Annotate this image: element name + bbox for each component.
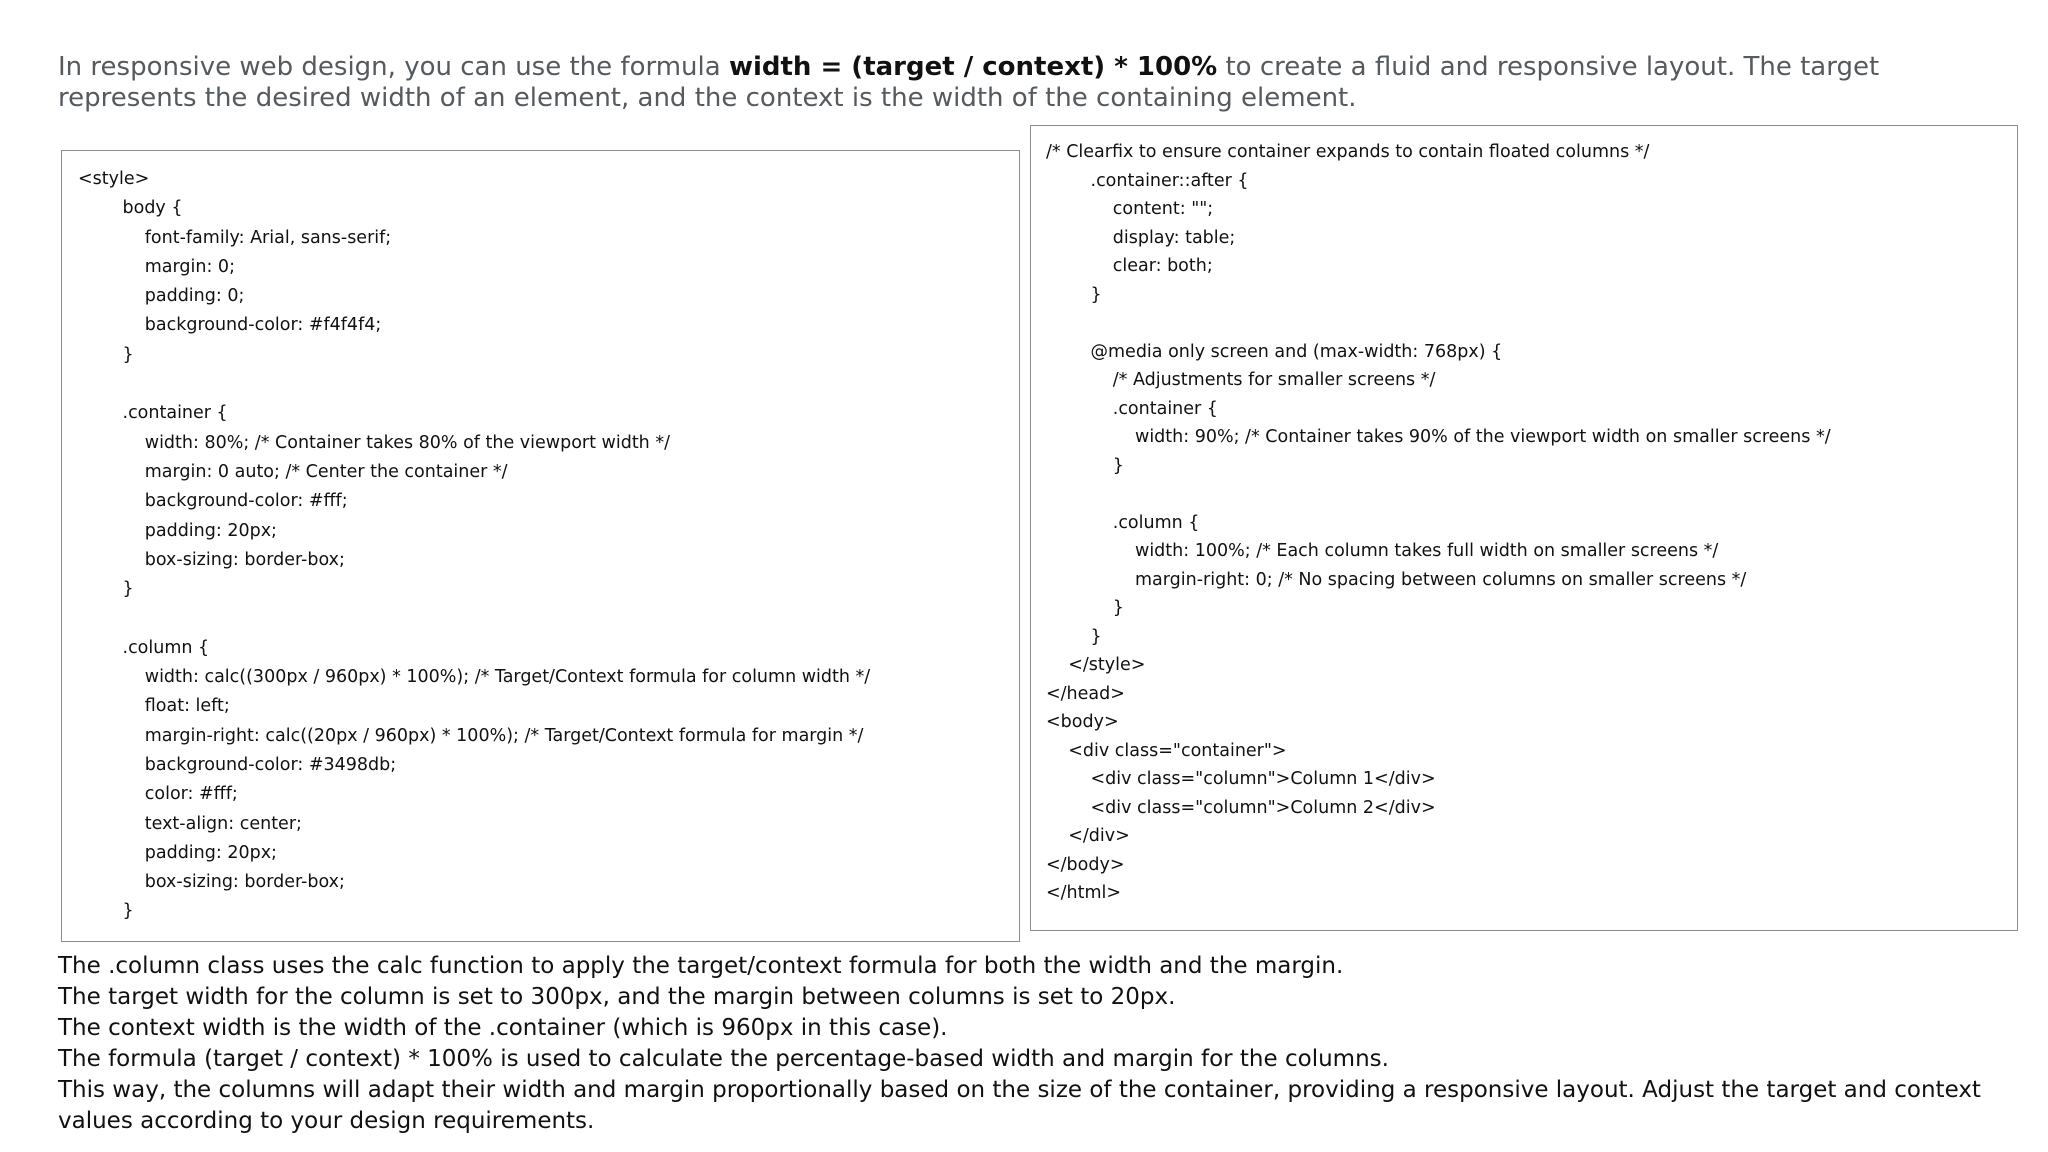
- code-line: margin-right: 0; /* No spacing between columns on smaller screens */: [1046, 569, 1747, 590]
- code-line: @media only screen and (max-width: 768px) {: [1046, 341, 1503, 362]
- explanation-line: The target width for the column is set to 300px, and the margin between columns is set to 20px.: [58, 984, 1176, 1010]
- code-line: body {: [78, 198, 183, 219]
- explanation-paragraph: [58, 951, 2028, 1137]
- intro-suffix: to create a fluid and responsive layout. The target represents the desired width of an element, and the context is the width of the containing element.: [58, 52, 1880, 113]
- code-line: </body>: [1046, 854, 1125, 875]
- explanation-line: The context width is the width of the .container (which is 960px in this case).: [58, 1015, 948, 1041]
- code-line: display: table;: [1046, 227, 1236, 248]
- code-line: color: #fff;: [78, 784, 238, 805]
- code-line: margin: 0;: [78, 256, 235, 277]
- code-line: }: [1046, 284, 1102, 305]
- code-line: content: "";: [1046, 199, 1214, 219]
- code-line: .container {: [1046, 398, 1218, 419]
- code-line: /* Adjustments for smaller screens */: [1046, 370, 1436, 390]
- explanation-line: The .column class uses the calc function to apply the target/context formula for both the width and the margin.: [58, 953, 1344, 979]
- code-line: <div class="column">Column 2</div>: [1046, 797, 1436, 818]
- code-line: clear: both;: [1046, 256, 1213, 276]
- code-line: <div class="column">Column 1</div>: [1046, 769, 1436, 789]
- code-line: </html>: [1046, 883, 1122, 903]
- code-line: padding: 20px;: [78, 842, 277, 863]
- code-line: margin: 0 auto; /* Center the container */: [78, 461, 508, 482]
- code-line: box-sizing: border-box;: [78, 549, 345, 570]
- code-line: background-color: #3498db;: [78, 754, 397, 775]
- code-line: .column {: [78, 637, 210, 658]
- code-line: .container {: [78, 403, 228, 424]
- explanation-line: This way, the columns will adapt their width and margin proportionally based on the size of the container, providing a responsive layout. Adjust the target and context values according to your design requirements.: [58, 1077, 1981, 1134]
- code-line: <div class="container">: [1046, 740, 1287, 761]
- code-line: [1031, 309, 2017, 338]
- intro-formula: width = (target / context) * 100%: [728, 52, 1218, 82]
- code-line: }: [1046, 455, 1124, 476]
- code-line: font-family: Arial, sans-serif;: [78, 227, 392, 248]
- code-line: padding: 0;: [78, 286, 245, 307]
- code-line: box-sizing: border-box;: [78, 872, 345, 893]
- code-line: <style>: [78, 169, 150, 189]
- code-line: }: [1046, 626, 1102, 647]
- code-line: background-color: #fff;: [78, 491, 348, 512]
- intro-paragraph: [58, 52, 2018, 114]
- code-line: padding: 20px;: [78, 520, 277, 541]
- code-line: background-color: #f4f4f4;: [78, 315, 382, 336]
- code-line: width: 80%; /* Container takes 80% of the viewport width */: [78, 432, 670, 453]
- code-line: text-align: center;: [78, 813, 302, 834]
- code-line: width: 90%; /* Container takes 90% of the viewport width on smaller screens */: [1046, 427, 1831, 447]
- code-line: float: left;: [78, 696, 230, 717]
- code-line: </style>: [1046, 655, 1146, 675]
- code-block-left: [61, 150, 1020, 942]
- code-line: <body>: [1046, 712, 1119, 732]
- code-line: /* Clearfix to ensure container expands to contain floated columns */: [1046, 142, 1650, 162]
- code-line: }: [78, 344, 134, 365]
- code-line: width: 100%; /* Each column takes full width on smaller screens */: [1046, 541, 1719, 561]
- code-line: .container::after {: [1046, 170, 1249, 191]
- explanation-line: The formula (target / context) * 100% is used to calculate the percentage-based width and margin for the columns.: [58, 1046, 1389, 1072]
- code-line: </head>: [1046, 683, 1125, 704]
- code-line: width: calc((300px / 960px) * 100%); /* Target/Context formula for column width */: [78, 667, 871, 688]
- code-line: [62, 370, 1019, 399]
- code-line: [62, 604, 1019, 633]
- code-line: [1031, 480, 2017, 509]
- code-block-right: [1030, 125, 2018, 931]
- code-line: </div>: [1046, 826, 1130, 846]
- code-line: }: [78, 901, 134, 922]
- code-line: .column {: [1046, 512, 1200, 533]
- intro-prefix: In responsive web design, you can use the formula: [58, 52, 729, 82]
- code-line: }: [78, 579, 134, 600]
- code-line: margin-right: calc((20px / 960px) * 100%); /* Target/Context formula for margin */: [78, 725, 864, 746]
- code-line: }: [1046, 598, 1124, 618]
